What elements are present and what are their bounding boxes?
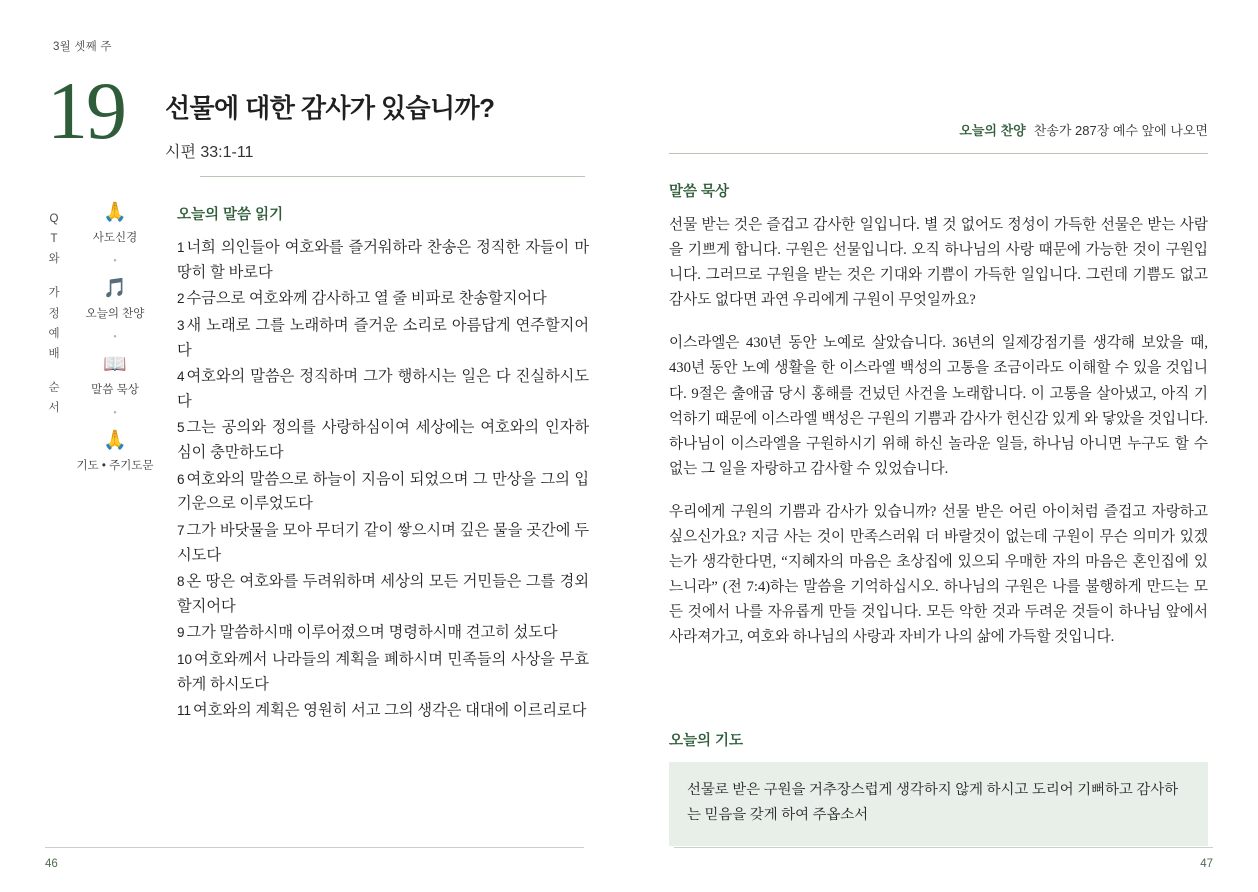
meditation-paragraph: 이스라엘은 430년 동안 노예로 살았습니다. 36년의 일제강점기를 생각해 보았을 때, 430년 동안 노예 생활을 한 이스라엘 백성의 고통을 조금이라도 이해할 수 있을 것입니다. 9절은 출애굽 당시 홍해를 건넜던 사건을 노래합니다. 이 고통을 살아냈고, 아직 기억하기 때문에 이스라엘 백성은 구원의 기쁨과 감사가 헌신감 있게 와 닿았을 것입니다. 하나님이 이스라엘을 구원하시기 위해 하신 놀라운 일들, 하나님 아니면 누구도 할 수 없는 그 일을 자랑하고 감사할 수 있었습니다. <box>669 335 1208 477</box>
verse-number: 2 <box>177 291 185 307</box>
praying-hands-icon: 🙏 <box>103 202 127 223</box>
verse-text: 수금으로 여호와께 감사하고 열 줄 비파로 찬송할지어다 <box>186 290 547 308</box>
verse-text: 그는 공의와 정의를 사랑하심이여 세상에는 여호와의 인자하심이 충만하도다 <box>177 419 589 461</box>
scripture-reading-section <box>165 203 589 726</box>
left-body <box>45 203 589 726</box>
verse-text: 새 노래로 그를 노래하며 즐거운 소리로 아름답게 연주할지어다 <box>177 316 589 359</box>
hymn-divider <box>669 153 1208 154</box>
sidebar-item-hymn[interactable] <box>69 279 161 321</box>
meditation-paragraph: 선물 받는 것은 즐겁고 감사한 일입니다. 별 것 없어도 정성이 가득한 선물은 받는 사람을 기쁘게 합니다. 구원은 선물입니다. 오직 하나님의 사랑 때문에 가능한 것이 구원입니다. 그러므로 구원을 받는 것은 기대와 기쁨이 가득한 일입니다. 그런데 기쁨도 없고 감사도 없다면 과연 우리에게 구원이 무엇일까요? <box>669 217 1209 309</box>
verse-number: 1 <box>177 240 185 255</box>
vertical-label-char: Q <box>49 213 59 225</box>
vertical-label-char: 예 <box>48 327 60 340</box>
vertical-label-char: 서 <box>48 402 60 414</box>
page-title: 선물에 대한 감사가 있습니까? <box>165 93 495 123</box>
hymn-of-the-day <box>669 120 1208 139</box>
verse-line <box>177 314 589 363</box>
verse-number: 3 <box>177 317 185 333</box>
vertical-label-char: 가 <box>48 287 60 300</box>
verse-number: 6 <box>177 471 185 487</box>
verse-line <box>177 236 589 285</box>
prayer-box: 선물로 받은 구원을 거추장스럽게 생각하지 않게 하시고 도리어 기뻐하고 감사하는 믿음을 갖게 하여 주옵소서 <box>669 762 1208 846</box>
meditation-section <box>669 180 1208 846</box>
footer-divider <box>674 847 1213 848</box>
verse-number: 8 <box>177 574 185 590</box>
page-number-left: 46 <box>45 858 58 870</box>
meditation-heading: 말씀 묵상 <box>669 184 730 200</box>
verse-line <box>177 287 589 312</box>
verse-line <box>177 365 589 414</box>
verse-number: 5 <box>177 420 185 436</box>
vertical-label-char: 정 <box>48 307 60 320</box>
verse-line <box>177 699 589 724</box>
sidebar-vertical-label <box>45 209 63 418</box>
meditation-paragraph: 우리에게 구원의 기쁨과 감사가 있습니까? 선물 받은 어린 아이처럼 즐겁고 자랑하고 싶으신가요? 지금 사는 것이 만족스러워 더 바랄것이 없는데 구원이 무슨 의미가 있겠는가 생각한다면, “지혜자의 마음은 초상집에 있으되 우매한 자의 마음은 혼인집에 있느니라” (전 7:4)하는 말씀을 기억하십시오. 하나님의 구원은 나를 불행하게 만드는 모든 것에서 나를 자유롭게 만들 것입니다. 모든 악한 것과 두려운 것들이 하나님 앞에서 사라져가고, 여호와 하나님의 사랑과 자비가 나의 삶에 가득할 것입니다. <box>669 503 1208 646</box>
scripture-reference: 시편 33:1-11 <box>165 144 254 161</box>
worship-order-sidebar <box>45 203 165 726</box>
hymn-label: 오늘의 찬양 <box>959 123 1026 138</box>
sidebar-item-label: 오늘의 찬양 <box>85 307 145 320</box>
sidebar-item-apostles-creed[interactable] <box>69 203 161 245</box>
verse-line <box>177 621 589 646</box>
page-number-right: 47 <box>1200 858 1213 870</box>
verse-line <box>177 519 589 568</box>
vertical-label-char: T <box>50 233 58 246</box>
sidebar-item-prayer[interactable] <box>69 431 161 473</box>
verse-text: 여호와의 말씀은 정직하며 그가 행하시는 일은 다 진실하시도다 <box>177 368 589 410</box>
verse-line <box>177 416 589 465</box>
title-block <box>45 65 589 162</box>
open-book-icon: 📖 <box>103 353 127 375</box>
footer-divider <box>45 847 584 848</box>
verse-line <box>177 648 589 697</box>
verse-text: 여호와께서 나라들의 계획을 폐하시며 민족들의 사상을 무효하게 하시도다 <box>177 651 589 693</box>
verse-text: 여호와의 계획은 영원히 서고 그의 생각은 대대에 이르리로다 <box>193 702 587 720</box>
verse-text: 너희 의인들아 여호와를 즐거워하라 찬송은 정직한 자들이 마땅히 할 바로다 <box>177 239 589 281</box>
sidebar-separator: • <box>113 331 117 343</box>
music-note-icon: 🎵 <box>103 277 127 299</box>
prayer-heading: 오늘의 기도 <box>669 732 744 749</box>
day-number: 19 <box>47 65 125 156</box>
verse-number: 7 <box>177 522 185 538</box>
hymn-value: 찬송가 287장 예수 앞에 나오면 <box>1033 123 1208 138</box>
sidebar-item-label: 기도 • 주기도문 <box>76 459 154 472</box>
sidebar-separator: • <box>113 407 117 419</box>
sidebar-separator: • <box>113 255 117 267</box>
verse-number: 11 <box>177 703 192 719</box>
verse-text: 그가 말씀하시매 이루어졌으며 명령하시매 견고히 섰도다 <box>186 624 558 642</box>
right-footer <box>674 847 1213 870</box>
vertical-label-char: 배 <box>48 347 60 360</box>
title-divider <box>200 176 585 177</box>
sidebar-item-meditation[interactable] <box>69 355 161 397</box>
verse-line <box>177 570 589 619</box>
verse-number: 10 <box>177 652 193 667</box>
verse-number: 4 <box>177 369 185 385</box>
verse-line <box>177 468 589 517</box>
verse-text: 온 땅은 여호와를 두려워하며 세상의 모든 거민들은 그를 경외할지어다 <box>177 573 589 615</box>
sidebar-item-label: 사도신경 <box>92 231 138 244</box>
vertical-label-char: 순 <box>48 381 60 394</box>
praying-hands-icon: 🙏 <box>103 429 127 451</box>
verse-text: 그가 바닷물을 모아 무더기 같이 쌓으시며 깊은 물을 곳간에 두시도다 <box>177 521 589 564</box>
reading-heading: 오늘의 말씀 읽기 <box>177 207 284 223</box>
right-page <box>629 0 1258 892</box>
verse-number: 9 <box>177 625 185 641</box>
sidebar-item-label: 말씀 묵상 <box>91 383 139 396</box>
title-text-group <box>165 72 494 162</box>
vertical-label-char: 와 <box>48 253 60 266</box>
left-footer <box>45 847 584 870</box>
week-label: 3월 셋째 주 <box>53 41 112 53</box>
verse-text: 여호와의 말씀으로 하늘이 지음이 되었으며 그 만상을 그의 입 기운으로 이루었도다 <box>177 470 589 513</box>
sidebar-items <box>69 203 161 473</box>
